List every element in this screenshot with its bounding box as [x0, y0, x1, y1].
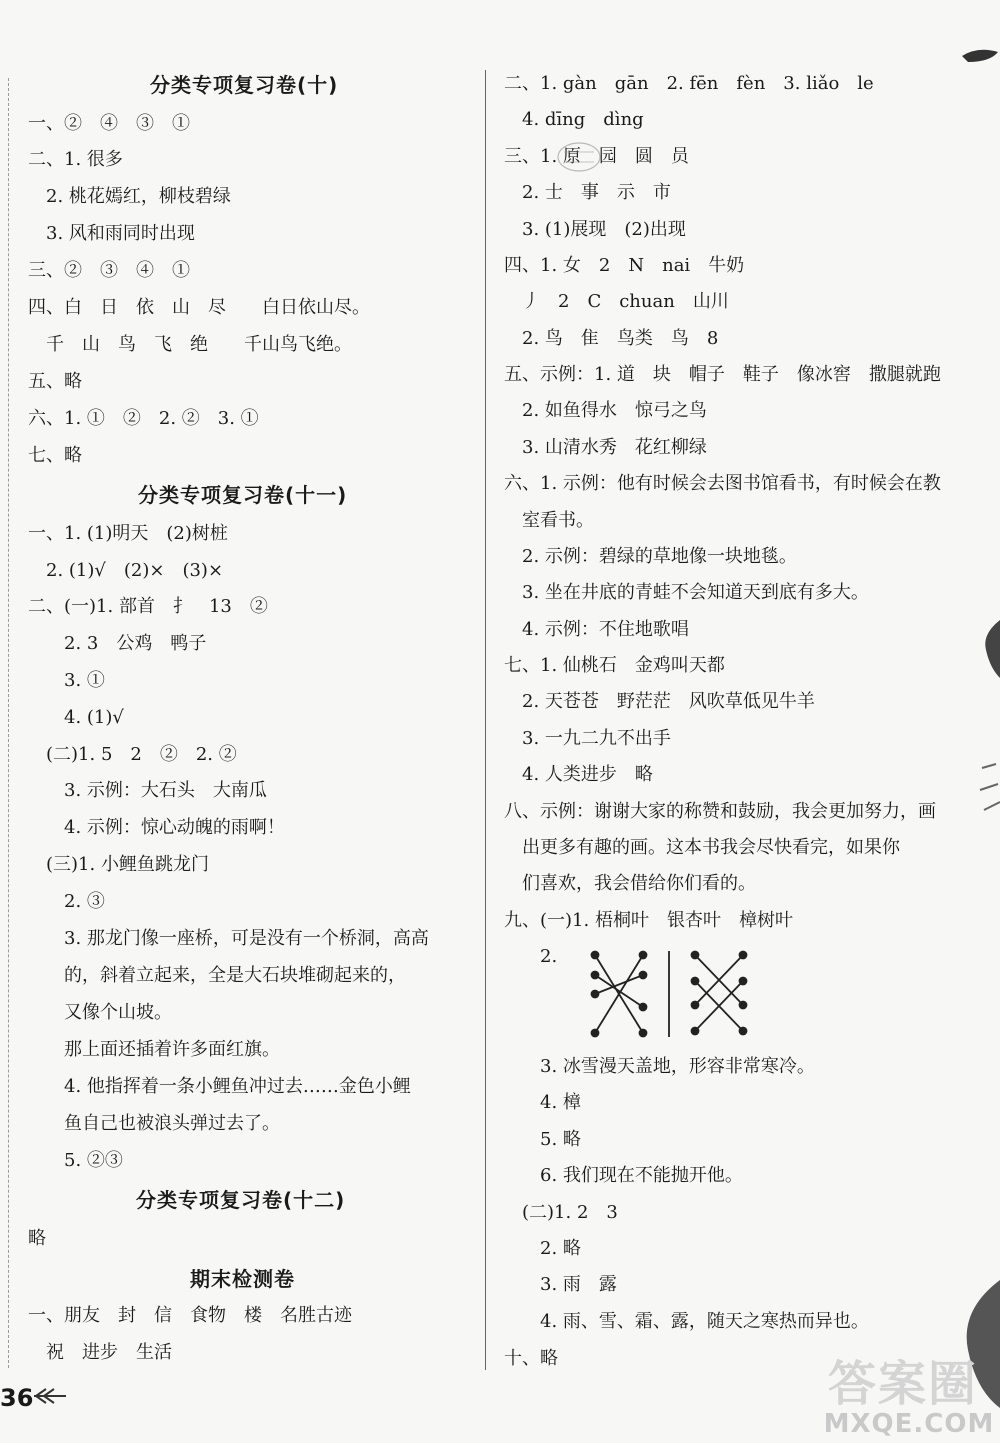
answer-line: 五、略	[28, 371, 82, 392]
answer-line: 3. 山清水秀 花红柳绿	[504, 437, 707, 458]
answer-line: 2. 鸟 隹 鸟类 鸟 8	[504, 328, 719, 349]
answer-line: 3. 一九二九不出手	[504, 728, 671, 749]
answer-line: (二)1. 5 2 ② 2. ②	[28, 744, 237, 765]
answer-line: 3. 示例：大石头 大南瓜	[28, 780, 267, 801]
answer-line: 2. 3 公鸡 鸭子	[28, 633, 207, 654]
watermark	[818, 1345, 1000, 1443]
matching-lines-diagram	[565, 945, 765, 1045]
ink-decoration	[978, 620, 1000, 680]
answer-line: 九、(一)1. 梧桐叶 银杏叶 樟树叶	[504, 910, 793, 931]
section-title-11: 分类专项复习卷(十一)	[138, 483, 348, 507]
answer-line: 3. 风和雨同时出现	[28, 223, 195, 244]
answer-line: 2. (1)√ (2)× (3)×	[28, 560, 224, 581]
answer-line: 4. 示例：惊心动魄的雨啊！	[28, 817, 285, 838]
stamp-mark	[556, 140, 602, 174]
left-margin-rule	[8, 78, 9, 1368]
answer-line: (二)1. 2 3	[504, 1202, 618, 1223]
answer-line: 略	[28, 1228, 46, 1249]
page-number: 36	[0, 1384, 34, 1412]
answer-line: 丿 2 C chuan 山川	[504, 291, 729, 312]
answer-line: 一、朋友 封 信 食物 楼 名胜古迹	[28, 1305, 352, 1326]
answer-line: 4. 他指挥着一条小鲤鱼冲过去……金色小鲤	[28, 1076, 411, 1097]
answer-line: 二、1. 很多	[28, 149, 123, 170]
section-title-final: 期末检测卷	[190, 1267, 295, 1291]
answer-line: 4. dīng dìng	[504, 109, 644, 130]
answer-line: 2. 略	[504, 1238, 581, 1259]
ink-decoration	[960, 40, 1000, 70]
answer-line: 的，斜着立起来，全是大石块堆砌起来的，	[28, 965, 406, 986]
answer-line: 5. ②③	[28, 1150, 123, 1171]
answer-line: 3. 冰雪漫天盖地，形容非常寒冷。	[504, 1056, 815, 1077]
answer-line: 四、白 日 依 山 尽 白日依山尽。	[28, 297, 370, 318]
answer-line: 2. 桃花嫣红，柳枝碧绿	[28, 186, 231, 207]
answer-line: 3. 那龙门像一座桥，可是没有一个桥洞，高高	[28, 928, 429, 949]
answer-line: 一、② ④ ③ ①	[28, 113, 190, 134]
answer-line: 十、略	[504, 1348, 558, 1369]
answer-line: 4. 樟	[504, 1092, 581, 1113]
answer-line: 3. 坐在井底的青蛙不会知道天到底有多大。	[504, 582, 869, 603]
answer-line: 七、1. 仙桃石 金鸡叫天都	[504, 655, 725, 676]
answer-line: 2.	[504, 946, 558, 967]
answer-line: 4. 雨、雪、霜、露，随天之寒热而异也。	[504, 1311, 869, 1332]
leaf-arrow-icon	[32, 1386, 68, 1406]
answer-line: 二、(一)1. 部首 扌 13 ②	[28, 596, 268, 617]
answer-line: 五、示例：1. 道 块 帽子 鞋子 像冰窖 撒腿就跑	[504, 364, 941, 385]
answer-line: 6. 我们现在不能抛开他。	[504, 1165, 743, 1186]
answer-line: 六、1. 示例：他有时候会去图书馆看书，有时候会在教	[504, 473, 941, 494]
answer-line: 八、示例：谢谢大家的称赞和鼓励，我会更加努力，画	[504, 801, 936, 822]
answer-line: 四、1. 女 2 N nai 牛奶	[504, 255, 745, 276]
answer-line: 一、1. (1)明天 (2)树桩	[28, 523, 228, 544]
answer-line: 2. ③	[28, 891, 105, 912]
answer-line: 又像个山坡。	[28, 1002, 172, 1023]
answer-line: 2. 士 事 示 市	[504, 182, 671, 203]
answer-line: 2. 如鱼得水 惊弓之鸟	[504, 400, 707, 421]
answer-line: 3. 雨 露	[504, 1274, 617, 1295]
answer-line: 六、1. ① ② 2. ② 3. ①	[28, 408, 259, 429]
section-title-10: 分类专项复习卷(十)	[150, 73, 339, 97]
answer-line: (三)1. 小鲤鱼跳龙门	[28, 854, 209, 875]
column-divider	[485, 70, 486, 1370]
answer-line: 们喜欢，我会借给你们看的。	[504, 873, 756, 894]
answer-line: 3. ①	[28, 670, 105, 691]
answer-line: 2. 天苍苍 野茫茫 风吹草低见牛羊	[504, 691, 815, 712]
answer-line: 三、1. 原 园 圆 员	[504, 146, 689, 167]
answer-line: 5. 略	[504, 1129, 581, 1150]
answer-line: 三、② ③ ④ ①	[28, 260, 190, 281]
answer-line: 那上面还插着许多面红旗。	[28, 1039, 280, 1060]
answer-line: 3. (1)展现 (2)出现	[504, 219, 686, 240]
ink-decoration	[976, 760, 1000, 820]
answer-line: 七、略	[28, 445, 82, 466]
section-title-12: 分类专项复习卷(十二)	[136, 1188, 346, 1212]
watermark-url: MXQE.COM	[823, 1409, 995, 1439]
answer-line: 4. 示例：不住地歌唱	[504, 619, 689, 640]
answer-line: 4. 人类进步 略	[504, 764, 653, 785]
answer-line: 4. (1)√	[28, 707, 124, 728]
answer-line: 千 山 鸟 飞 绝 千山鸟飞绝。	[28, 334, 352, 355]
answer-line: 祝 进步 生活	[28, 1342, 172, 1363]
answer-line: 室看书。	[504, 510, 594, 531]
answer-line: 2. 示例：碧绿的草地像一块地毯。	[504, 546, 797, 567]
answer-line: 出更多有趣的画。这本书我会尽快看完，如果你	[504, 837, 900, 858]
watermark-logo: 答案圈	[828, 1356, 979, 1412]
answer-line: 二、1. gàn gān 2. fēn fèn 3. liǎo le	[504, 73, 874, 94]
answer-line: 鱼自己也被浪头弹过去了。	[28, 1113, 280, 1134]
